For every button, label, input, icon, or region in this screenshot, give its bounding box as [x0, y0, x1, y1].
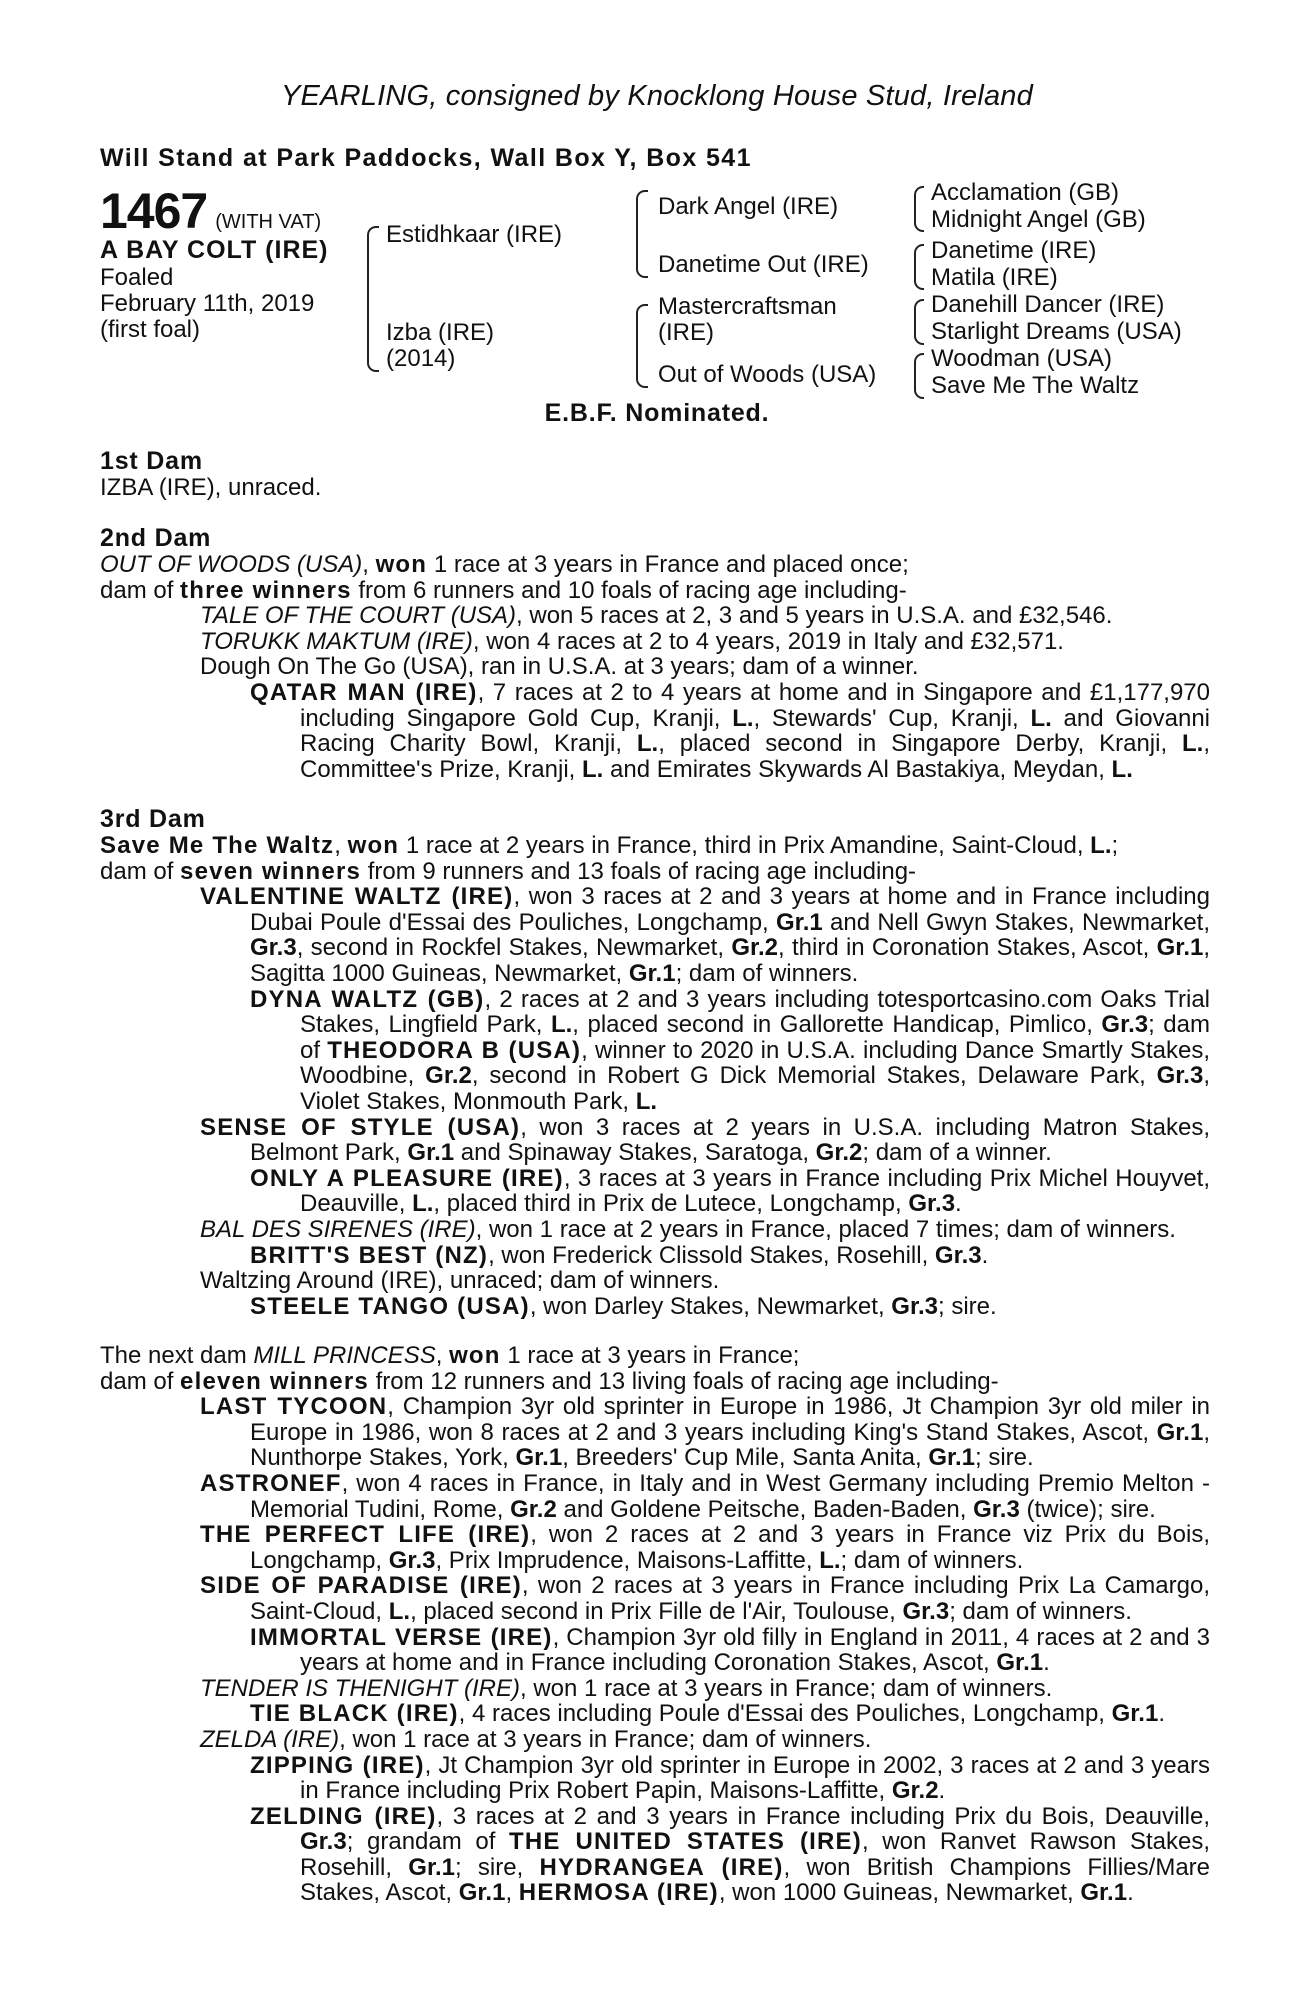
text-run: Gr.3	[902, 1597, 950, 1625]
produce-side-of-paradise	[100, 1573, 1210, 1624]
text-run: L.	[732, 704, 754, 732]
text-run: and Spinaway Stakes, Saratoga,	[454, 1139, 816, 1167]
text-run: SENSE OF STYLE (USA)	[200, 1113, 521, 1141]
text-run: , won 5 races at 2, 3 and 5 years in U.S.A. and £32,546.	[516, 602, 1113, 630]
text-run: three winners	[180, 576, 352, 604]
text-run: , Nunthorpe Stakes, York,	[250, 1418, 1210, 1472]
produce-the-perfect-life	[100, 1522, 1210, 1573]
text-run: , third in Coronation Stakes, Ascot,	[778, 934, 1157, 962]
text-run: , 2 races at 2 and 3 years including totesportcasino.com Oaks Trial Stakes, Lingfield Park,	[300, 985, 1211, 1039]
text-run: HYDRANGEA (IRE)	[539, 1853, 784, 1881]
text-run: ASTRONEF	[200, 1469, 342, 1497]
first-dam-line: IZBA (IRE), unraced.	[100, 474, 322, 501]
text-run: , placed second in Prix Fille de l'Air, Toulouse,	[410, 1597, 903, 1625]
text-run: , won 4 races at 2 to 4 years, 2019 in Italy and £32,571.	[472, 627, 1064, 655]
text-run: Gr.2	[731, 934, 779, 962]
text-run: and Emirates Skywards Al Bastakiya, Meydan,	[603, 755, 1112, 783]
text-run: , Violet Stakes, Monmouth Park,	[300, 1062, 1210, 1115]
text-run: Gr.3	[934, 1241, 982, 1269]
text-run: dam of	[100, 857, 181, 885]
text-run: LAST TYCOON	[200, 1393, 388, 1421]
ped-dam-sire-line2: (IRE)	[658, 319, 714, 346]
text-run: Gr.1	[1080, 1879, 1128, 1907]
produce-dyna-waltz	[100, 987, 1210, 1115]
text-run: .	[955, 1190, 962, 1218]
text-run: .	[1158, 1700, 1165, 1728]
lot-number-block	[100, 184, 321, 238]
text-run: Gr.3	[300, 1828, 347, 1856]
text-run: .	[981, 1241, 989, 1269]
text-run: Gr.1	[776, 908, 823, 936]
stand-location: Will Stand at Park Paddocks, Wall Box Y, Box 541	[100, 144, 752, 172]
text-run: dam of	[100, 576, 181, 604]
text-run: ; dam of winners.	[949, 1597, 1132, 1625]
text-run: .	[1127, 1879, 1134, 1907]
text-run: , won 2 races at 3 years in France including Prix La Camargo, Saint-Cloud,	[250, 1572, 1210, 1625]
vat-note: (WITH VAT)	[215, 211, 322, 233]
text-run: THE UNITED STATES (IRE)	[509, 1828, 862, 1856]
text-run: ZIPPING (IRE)	[250, 1751, 425, 1779]
produce-tale-of-the-court	[100, 603, 1210, 629]
next-dam-intro	[100, 1343, 1210, 1369]
text-run: , Breeders' Cup Mile, Santa Anita,	[562, 1444, 929, 1472]
text-run: L.	[1111, 755, 1133, 783]
pedigree-brace-g78	[914, 353, 924, 399]
text-run: ; sire.	[937, 1292, 997, 1320]
text-run: TIE BLACK (IRE)	[250, 1700, 459, 1728]
text-run: Gr.3	[250, 934, 297, 962]
text-run: Gr.3	[1101, 1011, 1149, 1039]
produce-immortal-verse	[100, 1625, 1210, 1676]
produce-tie-black	[100, 1701, 1210, 1727]
text-run: , 3 races at 3 years in France including Prix Michel Houyvet, Deauville,	[300, 1164, 1210, 1218]
text-run: HERMOSA (IRE)	[518, 1879, 719, 1907]
text-run: , Stewards' Cup, Kranji,	[753, 704, 1031, 732]
text-run: Gr.1	[928, 1444, 976, 1472]
produce-zelda	[100, 1727, 1210, 1753]
text-run: ; dam of winners.	[675, 959, 859, 987]
text-run: 1 race at 3 years in France and placed once;	[427, 551, 909, 578]
text-run: , second in Robert G Dick Memorial Stakes, Delaware Park,	[471, 1062, 1157, 1090]
lot-name: A BAY COLT (IRE)	[100, 236, 329, 264]
produce-waltzing-around: Waltzing Around (IRE), unraced; dam of winners.	[200, 1267, 720, 1295]
text-run: Gr.2	[510, 1495, 557, 1523]
text-run: MILL PRINCESS	[253, 1342, 436, 1369]
text-run: dam of	[100, 1367, 181, 1395]
text-run: , won 4 races in France, in Italy and in West Germany including Premio Melton - Memorial Tudini, Rome,	[250, 1469, 1210, 1523]
text-run: Gr.3	[388, 1546, 436, 1574]
text-run: ; grandam of	[346, 1828, 510, 1856]
text-run: TORUKK MAKTUM (IRE)	[200, 627, 473, 655]
text-run: Gr.1	[458, 1879, 506, 1907]
text-run: Gr.1	[1156, 1418, 1204, 1446]
produce-qatar-man	[100, 680, 1210, 782]
text-run: from 12 runners and 13 living foals of racing age including-	[368, 1367, 999, 1395]
text-run: STEELE TANGO (USA)	[250, 1292, 530, 1320]
ped-g5: Danehill Dancer (IRE)	[931, 291, 1165, 318]
text-run: , Sagitta 1000 Guineas, Newmarket,	[250, 934, 1211, 987]
second-dam-intro	[100, 552, 1210, 578]
second-dam-produce-summary	[100, 578, 1210, 604]
text-run: , second in Rockfel Stakes, Newmarket,	[296, 934, 732, 962]
text-run: ZELDA (IRE)	[200, 1725, 340, 1753]
ped-dam-dam: Out of Woods (USA)	[658, 361, 877, 388]
text-run: Gr.1	[1156, 934, 1204, 962]
ped-dam-sire-line1: Mastercraftsman	[658, 293, 837, 320]
produce-tender-is-thenight	[100, 1676, 1210, 1702]
produce-torukk-maktum	[100, 629, 1210, 655]
text-run: ; sire.	[975, 1444, 1034, 1472]
ped-sire-dam: Danetime Out (IRE)	[658, 251, 869, 278]
ped-g1: Acclamation (GB)	[931, 179, 1120, 206]
text-run: eleven winners	[180, 1367, 369, 1395]
produce-zipping	[100, 1753, 1210, 1804]
text-run: , Champion 3yr old filly in England in 2011, 4 races at 2 and 3 years at home and in France including Coronation Stakes, Ascot,	[300, 1623, 1211, 1677]
text-run: TALE OF THE COURT (USA)	[200, 602, 517, 630]
text-run: L.	[819, 1546, 841, 1574]
text-run: Gr.2	[891, 1777, 939, 1805]
text-run: , won 1 race at 3 years in France; dam of winners.	[339, 1725, 872, 1753]
text-run: Gr.1	[1111, 1700, 1159, 1728]
text-run: , placed second in Gallorette Handicap, Pimlico,	[572, 1011, 1102, 1039]
produce-last-tycoon	[100, 1394, 1210, 1471]
text-run: , 3 races at 2 and 3 years in France including Prix du Bois, Deauville,	[436, 1802, 1211, 1830]
text-run: IMMORTAL VERSE (IRE)	[250, 1623, 553, 1651]
third-dam-body	[100, 833, 1210, 1319]
text-run: TENDER IS THENIGHT (IRE)	[200, 1674, 521, 1702]
produce-valentine-waltz	[100, 884, 1210, 986]
third-dam-produce-summary	[100, 859, 1210, 885]
pedigree-brace-g34	[914, 244, 924, 290]
pedigree-brace-dam	[636, 304, 648, 388]
text-run: Gr.3	[1156, 1062, 1204, 1090]
text-run: Gr.1	[407, 1139, 455, 1167]
text-run: DYNA WALTZ (GB)	[250, 985, 485, 1013]
next-dam-produce-summary	[100, 1369, 1210, 1395]
text-run: ,	[435, 1342, 450, 1369]
text-run: ; dam of	[300, 1011, 1210, 1064]
text-run: ,	[334, 832, 348, 859]
lot-number: 1467	[100, 183, 208, 239]
text-run: QATAR MAN (IRE)	[250, 678, 478, 706]
produce-steele-tango	[100, 1294, 1210, 1320]
text-run: won	[375, 551, 428, 578]
text-run: , won Darley Stakes, Newmarket,	[529, 1292, 892, 1320]
ped-sire-sire: Dark Angel (IRE)	[658, 193, 839, 220]
text-run: .	[938, 1777, 946, 1805]
pedigree-brace-g56	[914, 299, 924, 345]
text-run: SIDE OF PARADISE (IRE)	[200, 1572, 522, 1600]
ped-g8: Save Me The Waltz	[931, 372, 1140, 399]
text-run: seven winners	[180, 857, 362, 885]
text-run: Gr.3	[973, 1495, 1020, 1523]
pedigree-brace-sire	[636, 190, 648, 278]
text-run: , Committee's Prize, Kranji,	[300, 730, 1210, 783]
text-run: 1 race at 2 years in France, third in Prix Amandine, Saint-Cloud,	[399, 832, 1091, 859]
text-run: , won 3 races at 2 and 3 years at home and in France including Dubai Poule d'Essai des Pouliches, Longchamp,	[250, 883, 1210, 936]
text-run: Gr.1	[996, 1649, 1044, 1677]
pedigree-brace-g12	[914, 186, 924, 232]
text-run: , won 3 races at 2 years in U.S.A. including Matron Stakes, Belmont Park,	[250, 1113, 1210, 1167]
produce-dough-on-the-go: Dough On The Go (USA), ran in U.S.A. at 3 years; dam of a winner.	[200, 653, 919, 681]
text-run: L.	[550, 1011, 573, 1039]
text-run: ,	[505, 1879, 519, 1907]
ebf-nominated: E.B.F. Nominated.	[544, 399, 770, 427]
pedigree-brace-gen1	[367, 226, 379, 372]
text-run: from 6 runners and 10 foals of racing age including-	[351, 576, 907, 604]
text-run: ; dam of a winner.	[862, 1139, 1052, 1167]
ped-g4: Matila (IRE)	[931, 264, 1058, 291]
text-run: OUT OF WOODS (USA)	[100, 551, 363, 578]
text-run: L.	[412, 1190, 434, 1218]
page-header: YEARLING, consigned by Knocklong House Stud, Ireland	[281, 80, 1033, 112]
text-run: L.	[582, 755, 604, 783]
text-run: ;	[1111, 832, 1119, 859]
produce-astronef	[100, 1471, 1210, 1522]
text-run: from 9 runners and 13 foals of racing age including-	[361, 857, 917, 885]
text-run: , 7 races at 2 to 4 years at home and in Singapore and £1,177,970 including Singapore Gold Cup, Kranji,	[300, 678, 1211, 732]
text-run: Gr.2	[425, 1062, 472, 1090]
text-run: won	[449, 1342, 501, 1369]
text-run: , winner to 2020 in U.S.A. including Dance Smartly Stakes, Woodbine,	[300, 1036, 1210, 1090]
text-run: and Giovanni Racing Charity Bowl, Kranji,	[300, 704, 1210, 758]
foaled-date: February 11th, 2019	[100, 290, 315, 317]
text-run: .	[1043, 1649, 1050, 1677]
ped-sire: Estidhkaar (IRE)	[386, 221, 563, 248]
text-run: won	[347, 832, 400, 859]
text-run: , won 1 race at 3 years in France; dam of winners.	[520, 1674, 1053, 1702]
produce-bal-des-sirenes	[100, 1217, 1210, 1243]
second-dam-body	[100, 552, 1210, 782]
first-dam-heading: 1st Dam	[100, 447, 203, 475]
text-run: , won 2 races at 2 and 3 years in France viz Prix du Bois, Longchamp,	[250, 1521, 1210, 1574]
text-run: THEODORA B (USA)	[327, 1036, 582, 1064]
ped-g2: Midnight Angel (GB)	[931, 206, 1146, 233]
text-run: , placed second in Singapore Derby, Kranji,	[658, 730, 1182, 758]
ped-g7: Woodman (USA)	[931, 345, 1112, 372]
text-run: , won Frederick Clissold Stakes, Rosehill,	[488, 1241, 935, 1269]
text-run: , Champion 3yr old sprinter in Europe in 1986, Jt Champion 3yr old miler in Europe in 1986, won 8 races at 2 and 3 years including King's Stand Stakes, Ascot,	[250, 1393, 1210, 1446]
ped-dam-line1: Izba (IRE)	[386, 319, 495, 346]
text-run: The next dam	[100, 1342, 254, 1369]
text-run: ; dam of winners.	[840, 1546, 1024, 1574]
text-run: Gr.3	[908, 1190, 956, 1218]
text-run: L.	[1030, 704, 1052, 732]
text-run: L.	[1181, 730, 1204, 758]
text-run: BRITT'S BEST (NZ)	[250, 1241, 489, 1269]
text-run: Gr.2	[815, 1139, 863, 1167]
text-run: BAL DES SIRENES (IRE)	[200, 1215, 476, 1243]
text-run: , Prix Imprudence, Maisons-Laffitte,	[435, 1546, 820, 1574]
foaled-label: Foaled	[100, 264, 174, 291]
first-dam-text	[100, 475, 1210, 501]
produce-sense-of-style	[100, 1115, 1210, 1166]
ped-g3: Danetime (IRE)	[931, 237, 1097, 264]
text-run: , won British Champions Fillies/Mare Stakes, Ascot,	[300, 1853, 1210, 1907]
text-run: Gr.1	[515, 1444, 563, 1472]
ped-dam-line2: (2014)	[386, 345, 456, 372]
second-dam-heading: 2nd Dam	[100, 524, 212, 552]
text-run: Gr.1	[408, 1853, 455, 1881]
produce-zelding	[100, 1804, 1210, 1906]
text-run: 1 race at 3 years in France;	[500, 1342, 800, 1369]
third-dam-heading: 3rd Dam	[100, 805, 206, 833]
foal-note: (first foal)	[100, 316, 201, 343]
produce-britts-best	[100, 1243, 1210, 1269]
text-run: Gr.1	[628, 959, 676, 987]
text-run: , won 1 race at 2 years in France, placed 7 times; dam of winners.	[475, 1215, 1176, 1243]
text-run: , won Ranvet Rawson Stakes, Rosehill,	[300, 1828, 1210, 1881]
produce-only-a-pleasure	[100, 1166, 1210, 1217]
text-run: (twice); sire.	[1019, 1495, 1156, 1523]
text-run: THE PERFECT LIFE (IRE)	[200, 1521, 531, 1549]
text-run: , won 1000 Guineas, Newmarket,	[718, 1879, 1081, 1907]
text-run: ZELDING (IRE)	[250, 1802, 437, 1830]
text-run: and Goldene Peitsche, Baden-Baden,	[556, 1495, 974, 1523]
text-run: ONLY A PLEASURE (IRE)	[250, 1164, 564, 1192]
foaled-info	[100, 265, 314, 343]
text-run: L.	[388, 1597, 411, 1625]
text-run: , placed third in Prix de Lutece, Longchamp,	[433, 1190, 909, 1218]
text-run: Save Me The Waltz	[100, 832, 335, 859]
text-run: L.	[1090, 832, 1112, 859]
text-run: VALENTINE WALTZ (IRE)	[200, 883, 514, 911]
text-run: ; sire,	[455, 1853, 540, 1881]
text-run: L.	[636, 730, 659, 758]
next-dam-body	[100, 1343, 1210, 1906]
text-run: ,	[362, 551, 376, 578]
text-run: , Jt Champion 3yr old sprinter in Europe in 2002, 3 races at 2 and 3 years in France including Prix Robert Papin, Maisons-Laffitte,	[300, 1751, 1210, 1805]
text-run: L.	[635, 1087, 658, 1115]
ped-g6: Starlight Dreams (USA)	[931, 318, 1182, 345]
text-run: Gr.3	[891, 1292, 938, 1320]
text-run: , 4 races including Poule d'Essai des Pouliches, Longchamp,	[458, 1700, 1112, 1728]
text-run: and Nell Gwyn Stakes, Newmarket,	[822, 908, 1211, 936]
third-dam-intro	[100, 833, 1210, 859]
